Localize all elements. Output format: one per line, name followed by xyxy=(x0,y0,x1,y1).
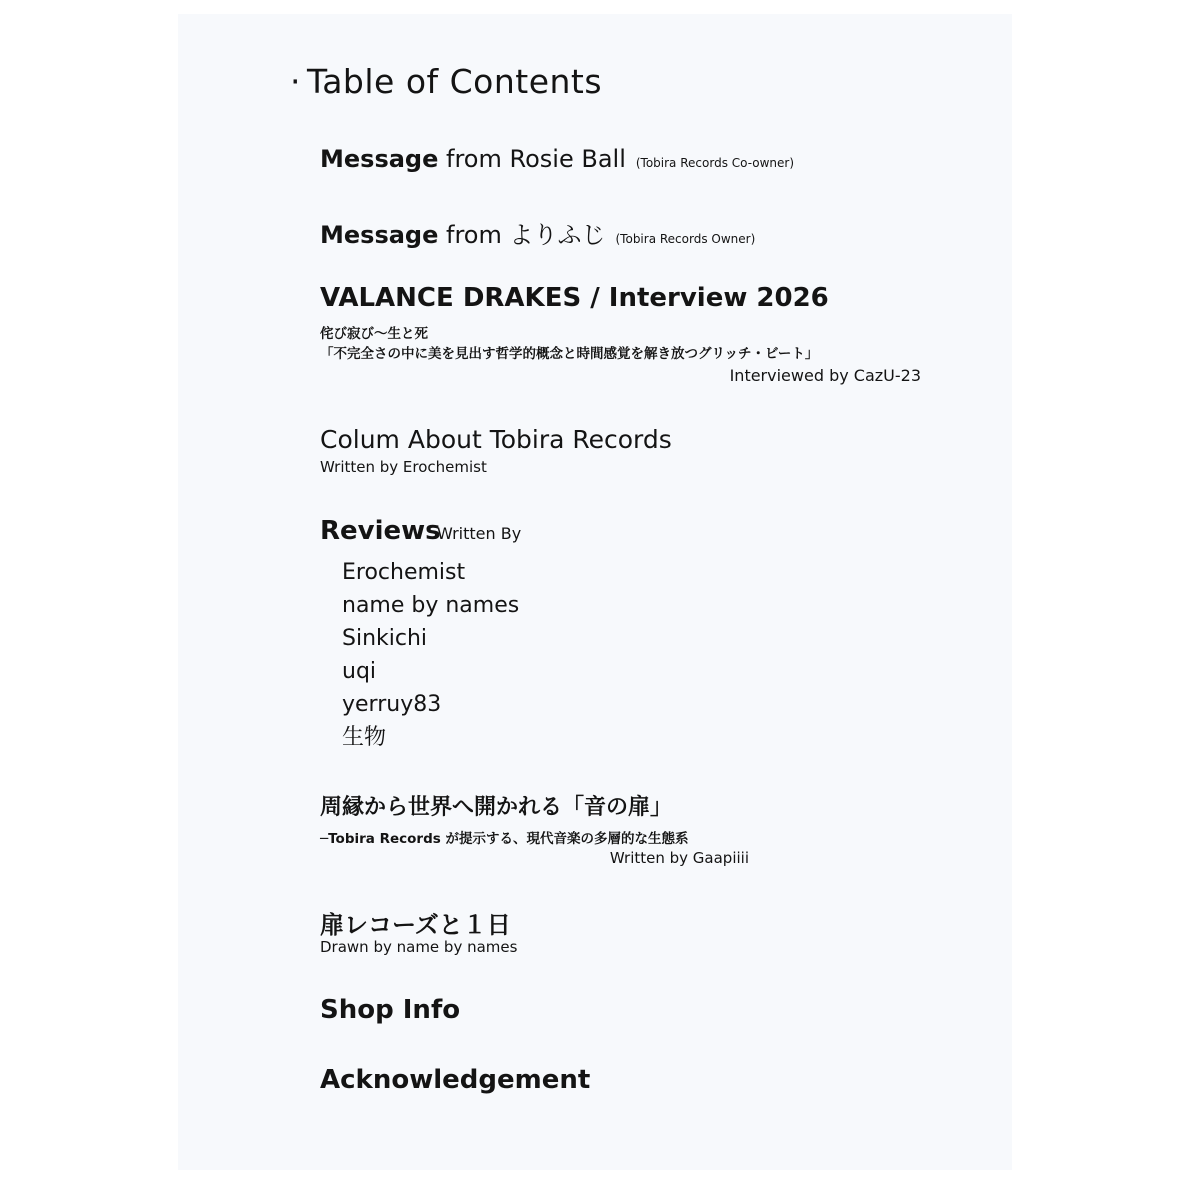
reviewer-list xyxy=(342,556,519,754)
bullet: · xyxy=(290,62,301,101)
toc-entry-message-rosie[interactable] xyxy=(320,145,794,173)
toc-entry-shuen[interactable]: 周縁から世界へ開かれる「音の扉」 xyxy=(320,795,673,820)
reviewer-name: name by names xyxy=(342,593,520,618)
entry-byline: Written by Erochemist xyxy=(320,458,487,476)
entry-byline: Written by Gaapiiii xyxy=(609,849,749,867)
reviewer-name: Sinkichi xyxy=(342,626,428,651)
entry-note: (Tobira Records Co-owner) xyxy=(635,156,795,170)
reviewer-name: uqi xyxy=(342,659,377,684)
entry-lead: Message xyxy=(320,221,439,249)
toc-title: Table of Contents xyxy=(307,62,603,101)
toc-entry-shop-info[interactable]: Shop Info xyxy=(320,995,461,1025)
entry-lead: Message xyxy=(320,145,439,173)
reviewer-name: 生物 xyxy=(342,725,387,750)
reviewer-name: Erochemist xyxy=(342,560,466,585)
entry-byline: Drawn by name by names xyxy=(320,938,518,956)
toc-entry-colum[interactable]: Colum About Tobira Records xyxy=(320,425,672,454)
entry-note: (Tobira Records Owner) xyxy=(615,232,756,246)
toc-entry-message-yorifuji[interactable] xyxy=(320,215,755,250)
entry-byline: Interviewed by CazU-23 xyxy=(729,366,921,385)
toc-entry-tobira-day[interactable]: 扉レコーズと１日 xyxy=(320,911,511,939)
toc-entry-acknowledgement[interactable]: Acknowledgement xyxy=(320,1065,591,1095)
toc-entry-reviews[interactable]: Reviews xyxy=(320,516,441,546)
toc-entry-valance-drakes[interactable]: VALANCE DRAKES / Interview 2026 xyxy=(320,283,829,313)
toc-heading xyxy=(290,62,602,101)
entry-rest: from よりふじ xyxy=(438,221,606,249)
entry-subtitle: ─Tobira Records が提示する、現代音楽の多層的な生態系 xyxy=(320,831,689,847)
reviewer-name: yerruy83 xyxy=(342,692,442,717)
entry-subtitle: 「不完全さの中に美を見出す哲学的概念と時間感覚を解き放つグリッチ・ビート」 xyxy=(320,346,819,362)
document-page xyxy=(178,14,1012,1170)
entry-subtitle: 侘び寂び〜生と死 xyxy=(320,326,428,342)
entry-rest: from Rosie Ball xyxy=(438,145,626,173)
entry-byline: Written By xyxy=(437,524,522,543)
